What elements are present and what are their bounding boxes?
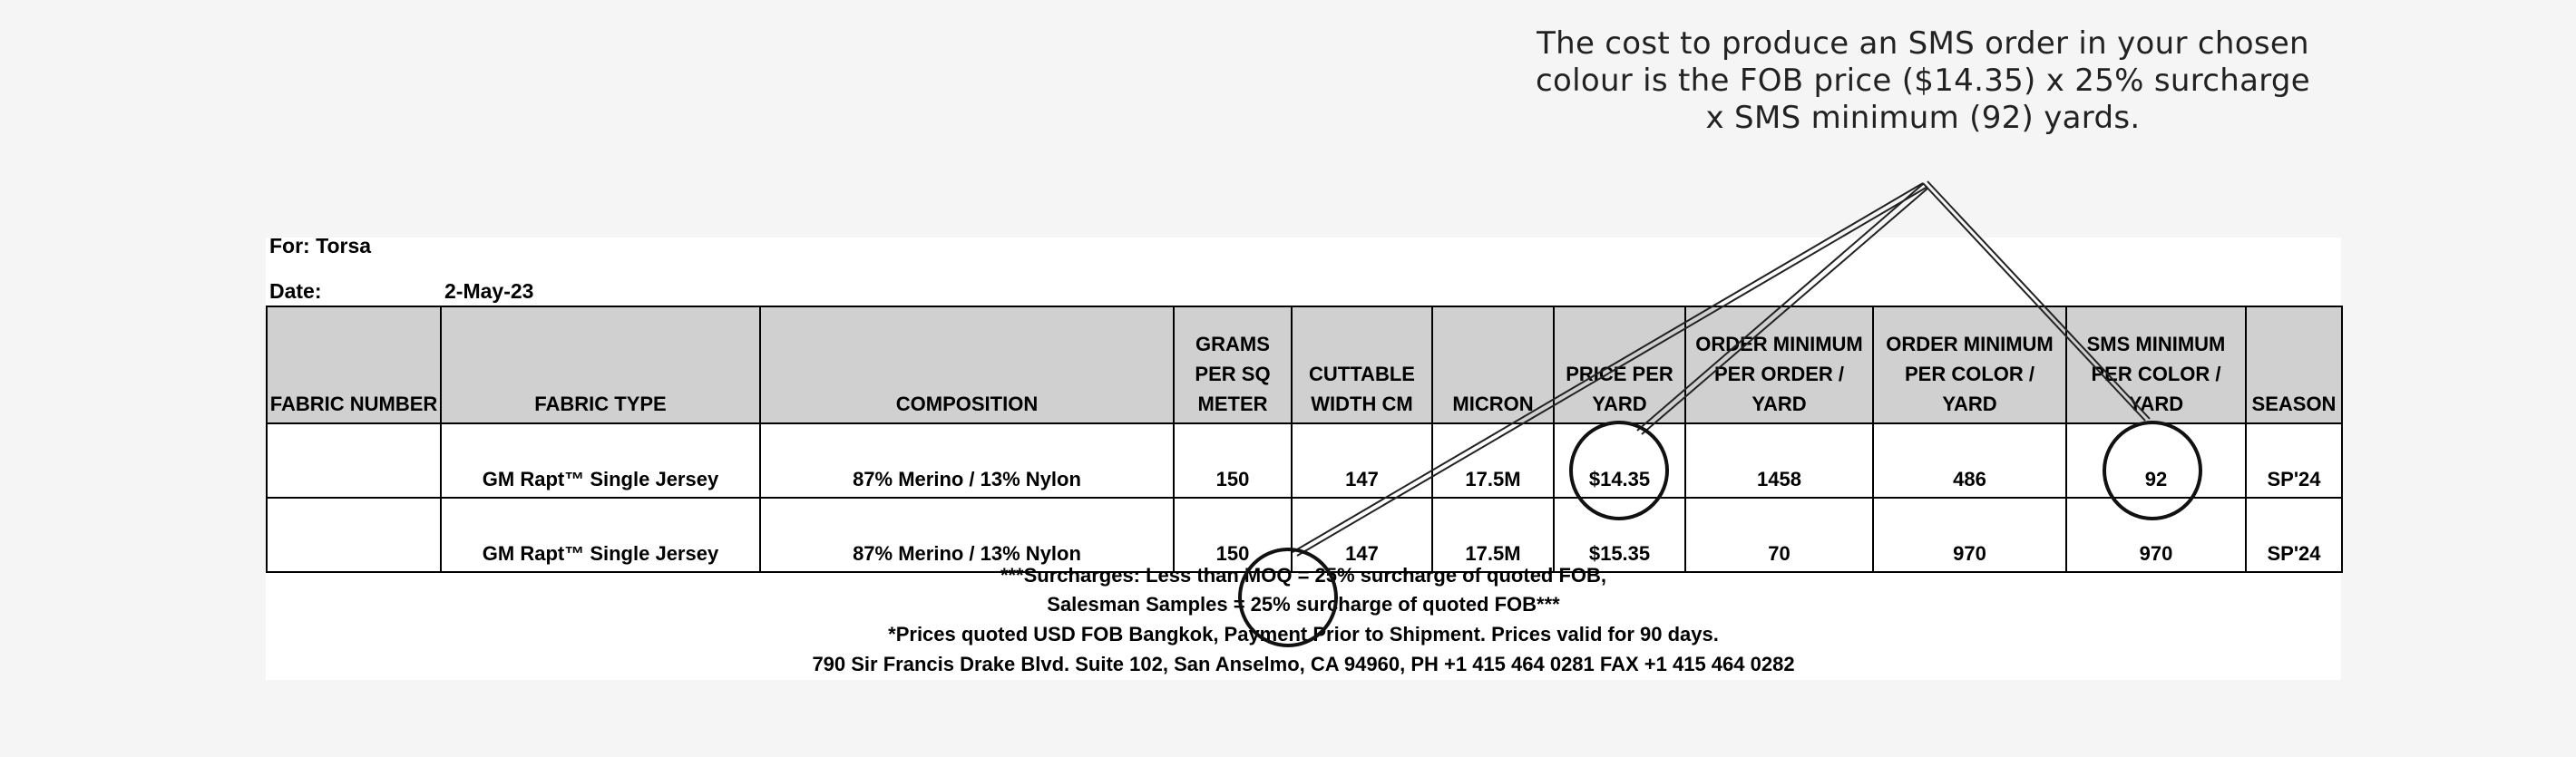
customer-label: For: Torsa	[269, 234, 372, 257]
table-cell: 486	[1873, 423, 2066, 498]
table-cell: 150	[1174, 498, 1292, 572]
column-header: COMPOSITION	[760, 306, 1174, 423]
table-cell: 87% Merino / 13% Nylon	[760, 423, 1174, 498]
table-cell: 1458	[1685, 423, 1873, 498]
column-header: MICRON	[1432, 306, 1554, 423]
column-header: FABRIC NUMBER	[267, 306, 441, 423]
date-value: 2-May-23	[444, 279, 534, 303]
table-cell: 147	[1292, 498, 1432, 572]
table-cell: 17.5M	[1432, 423, 1554, 498]
table-cell: 147	[1292, 423, 1432, 498]
column-header: ORDER MINIMUM PER COLOR / YARD	[1873, 306, 2066, 423]
pointer-line-to-surcharge	[1293, 183, 1927, 556]
table-cell: 970	[2066, 498, 2246, 572]
table-cell: SP'24	[2246, 423, 2342, 498]
table-cell: GM Rapt™ Single Jersey	[441, 498, 760, 572]
column-header: SEASON	[2246, 306, 2342, 423]
column-header: CUTTABLE WIDTH CM	[1292, 306, 1432, 423]
column-header: FABRIC TYPE	[441, 306, 760, 423]
table-cell: 92	[2066, 423, 2246, 498]
annotation-callout-text: The cost to produce an SMS order in your chosen colour is the FOB price ($14.35) x 25% surcharge x SMS minimum (92) yards.	[1536, 25, 2310, 136]
table-cell: GM Rapt™ Single Jersey	[441, 423, 760, 498]
table-cell: $14.35	[1554, 423, 1685, 498]
price-highlight-circle	[1571, 422, 1667, 519]
table-cell: 70	[1685, 498, 1873, 572]
column-header: SMS MINIMUM PER COLOR / YARD	[2066, 306, 2246, 423]
table-cell: 87% Merino / 13% Nylon	[760, 498, 1174, 572]
pointer-line-to-price	[1637, 184, 1927, 434]
column-header: ORDER MINIMUM PER ORDER / YARD	[1685, 306, 1873, 423]
terms-note: *Prices quoted USD FOB Bangkok, Payment Prior to Shipment. Prices valid for 90 days.	[888, 623, 1719, 645]
address-note: 790 Sir Francis Drake Blvd. Suite 102, San Anselmo, CA 94960, PH +1 415 464 0281 FAX +1 415 464 0282	[812, 653, 1795, 675]
table-cell: $15.35	[1554, 498, 1685, 572]
surcharge-highlight-circle	[1240, 549, 1336, 645]
table-cell: 150	[1174, 423, 1292, 498]
samples-note: Salesman Samples = 25% surcharge of quoted FOB***	[1047, 593, 1560, 616]
surcharge-note: ***Surcharges: Less than MOQ = 25% surcharge of quoted FOB,	[1000, 564, 1607, 587]
column-header: GRAMS PER SQ METER	[1174, 306, 1292, 423]
table-cell: 17.5M	[1432, 498, 1554, 572]
table-cell: 970	[1873, 498, 2066, 572]
column-header: PRICE PER YARD	[1554, 306, 1685, 423]
pointer-line-to-sms-minimum	[1923, 181, 2150, 421]
sms-minimum-highlight-circle	[2104, 422, 2200, 519]
date-label: Date:	[269, 279, 322, 303]
table-cell: SP'24	[2246, 498, 2342, 572]
